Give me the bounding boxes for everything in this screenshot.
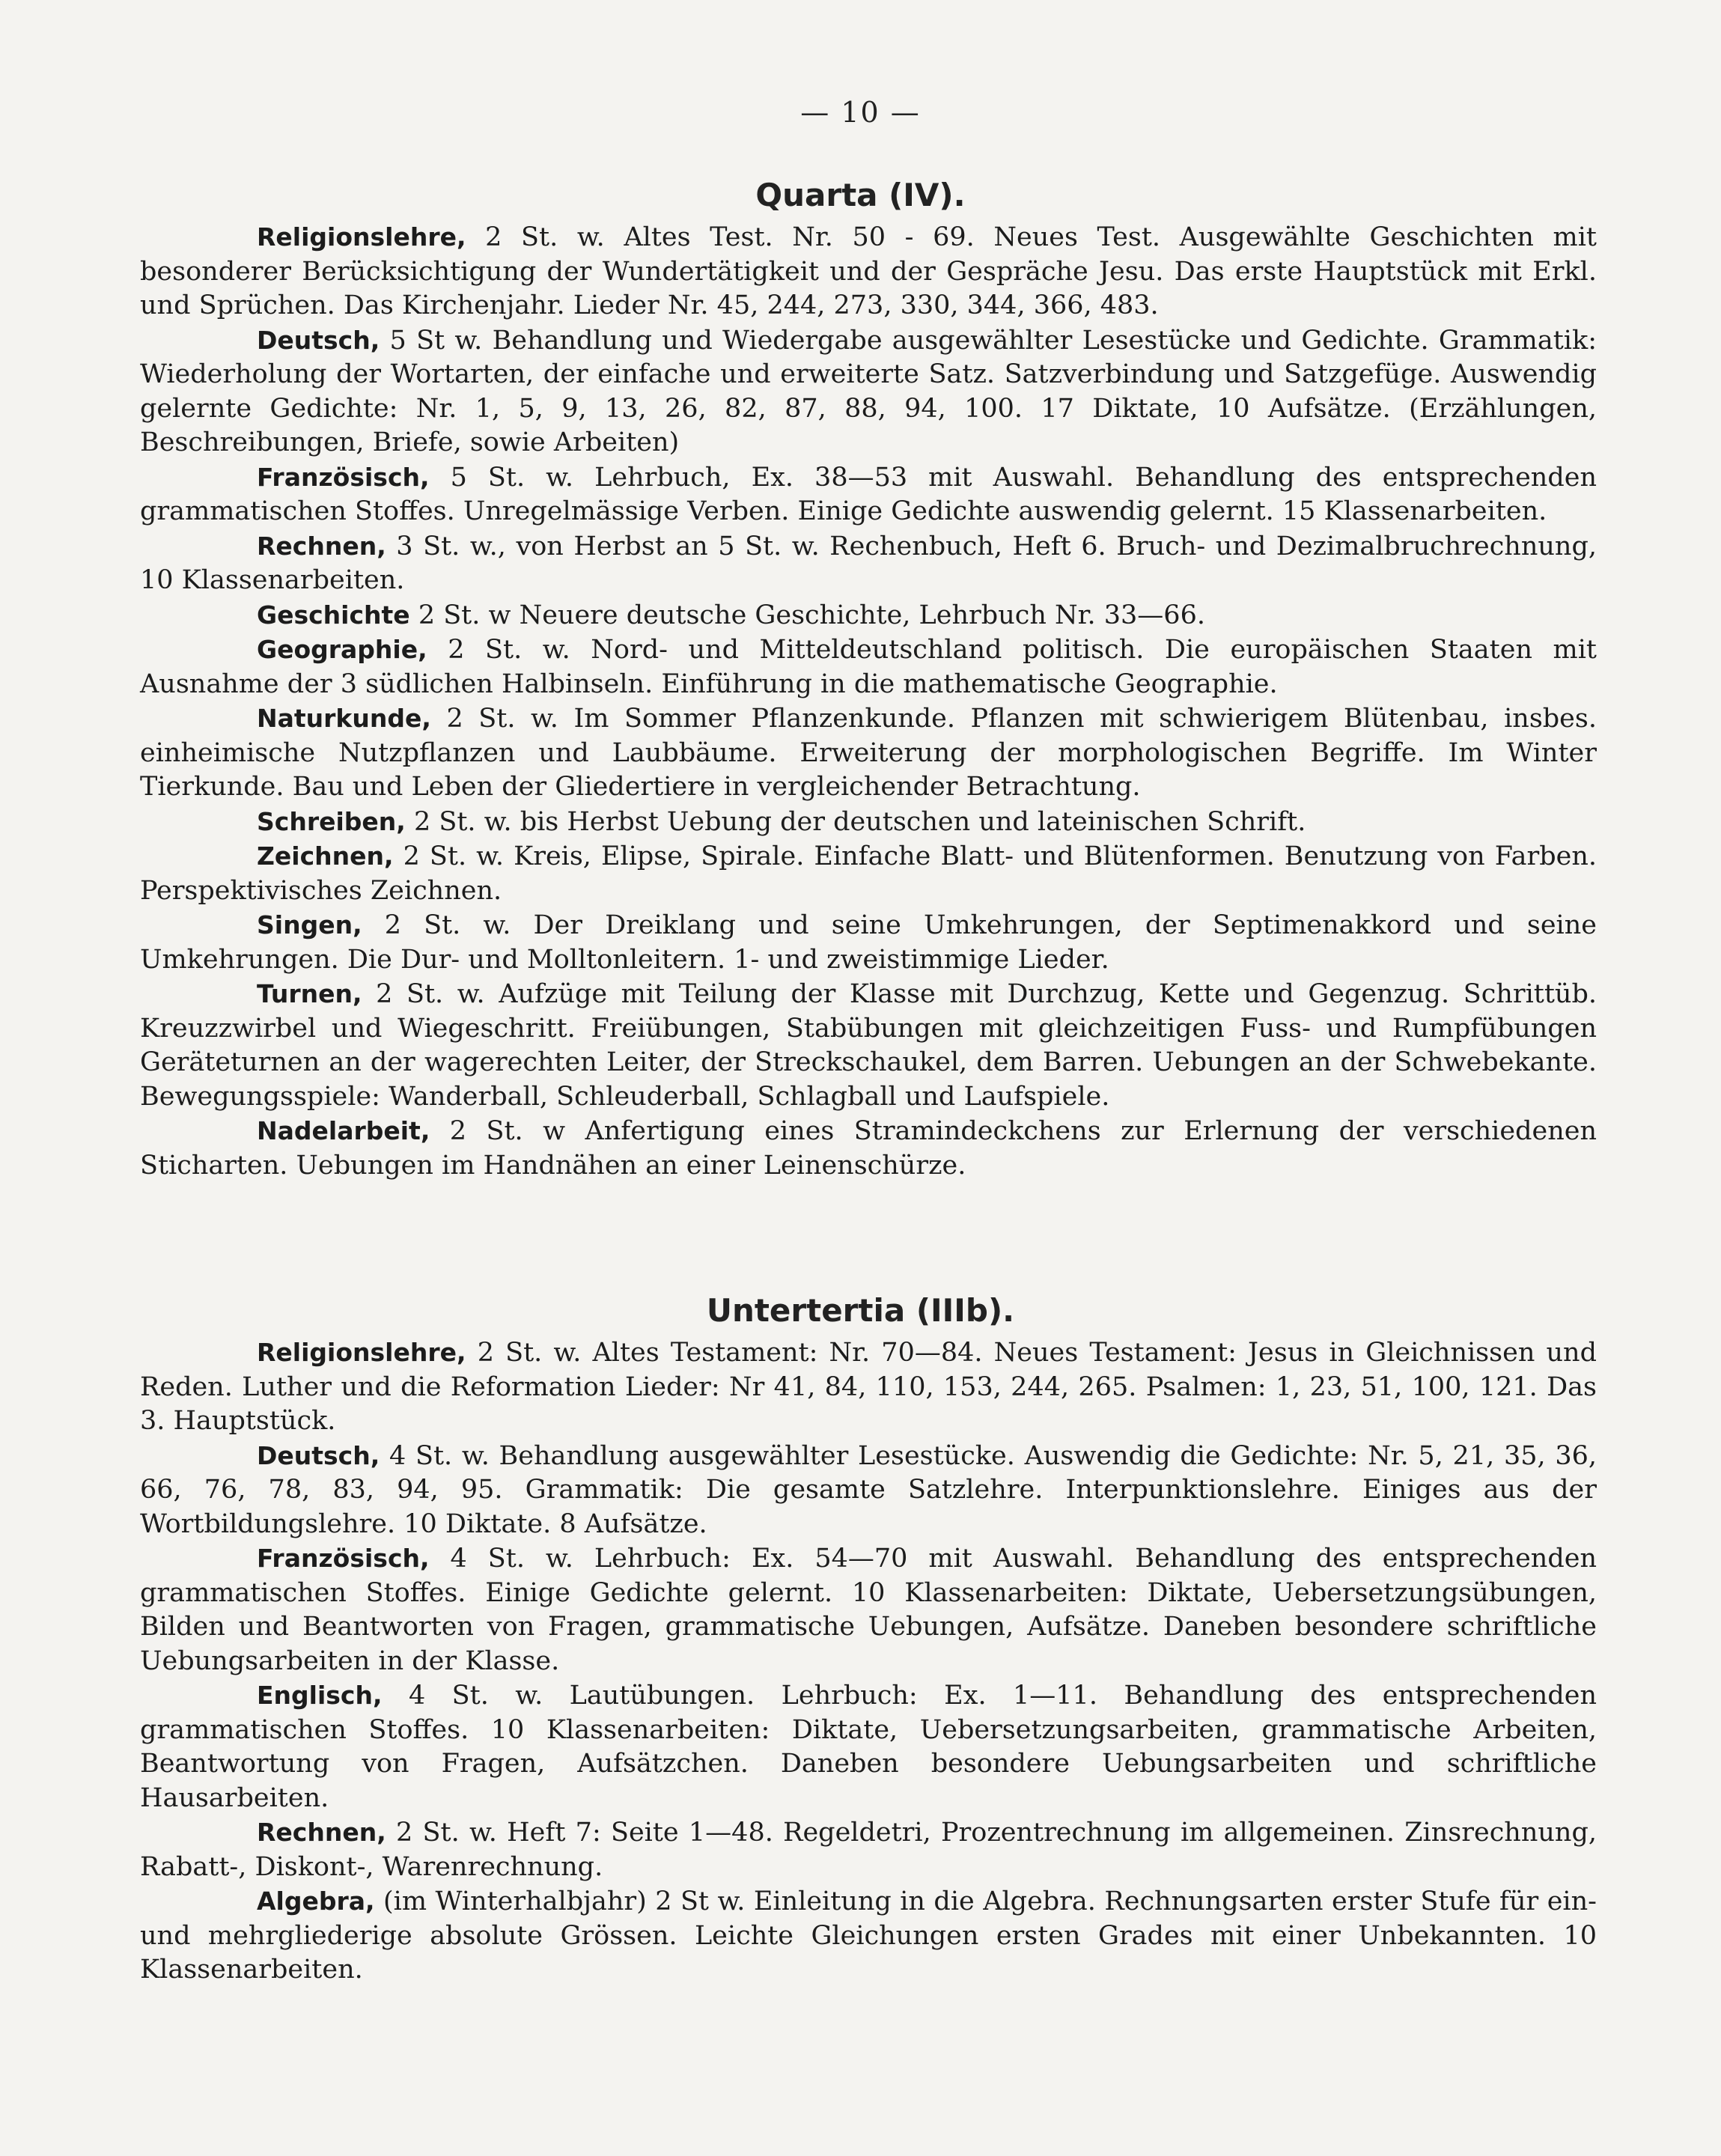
subject-paragraph: [140, 701, 1597, 805]
subject-text: 4 St. w. Lehrbuch: Ex. 54—70 mit Auswahl. Behandlung des entsprechenden grammatischen Stoffes. Einige Gedichte gelernt. 10 Klassenarbeiten: Diktate, Uebersetzungsübungen, Bilden und Beantworten von Fragen, grammatische Uebungen, Aufsätze. Daneben besondere schriftliche Uebungsarbeiten in der Klasse.: [140, 1544, 1597, 1676]
subject-text: 5 St. w. Lehrbuch, Ex. 38—53 mit Auswahl. Behandlung des entsprechenden grammatischen Stoffes. Unregelmässige Verben. Einige Gedichte auswendig gelernt. 15 Klassenarbeiten.: [140, 462, 1597, 526]
subject-paragraph: [140, 805, 1597, 840]
subject-name: Religionslehre,: [257, 222, 466, 252]
subject-text: 2 St. w. Altes Test. Nr. 50 - 69. Neues Test. Ausgewählte Geschichten mit besonderer Berücksichtigung der Wundertätigkeit und der Gespräche Jesu. Das erste Hauptstück mit Erkl. und Sprüchen. Das Kirchenjahr. Lieder Nr. 45, 244, 273, 330, 344, 366, 483.: [140, 222, 1597, 320]
subject-name: Algebra,: [257, 1886, 375, 1916]
subject-paragraph: [140, 220, 1597, 323]
subject-name: Religionslehre,: [257, 1338, 466, 1367]
subject-text: 2 St. w. Nord- und Mitteldeutschland politisch. Die europäischen Staaten mit Ausnahme der 3 südlichen Halbinseln. Einführung in die mathematische Geographie.: [140, 635, 1597, 699]
subject-name: Französisch,: [257, 462, 430, 492]
subject-name: Nadelarbeit,: [257, 1116, 430, 1145]
subject-paragraph: [140, 1336, 1597, 1439]
section-title-quarta: Quarta (IV).: [755, 177, 966, 213]
section-title-untertertia: Untertertia (IIIb).: [706, 1292, 1015, 1329]
subject-name: Deutsch,: [257, 325, 380, 355]
subject-paragraph: [140, 323, 1597, 460]
subject-paragraph: [140, 1439, 1597, 1542]
subject-paragraph: [140, 908, 1597, 977]
subject-name: Deutsch,: [257, 1440, 380, 1470]
subject-text: (im Winterhalbjahr) 2 St w. Einleitung in die Algebra. Rechnungsarten erster Stufe für ein- und mehrgliederige absolute Grössen. Leichte Gleichungen ersten Grades mit einer Unbekannten. 10 Klassenarbeiten.: [140, 1886, 1597, 1985]
subject-paragraph: [140, 460, 1597, 529]
subject-text: 2 St. w. Altes Testament: Nr. 70—84. Neues Testament: Jesus in Gleichnissen und Reden. Luther und die Reformation Lieder: Nr 41, 84, 110, 153, 244, 265. Psalmen: 1, 23, 51, 100, 121. Das 3. Hauptstück.: [140, 1338, 1597, 1436]
subject-text: 3 St. w., von Herbst an 5 St. w. Rechenbuch, Heft 6. Bruch- und Dezimalbruchrechnung, 10 Klassenarbeiten.: [140, 531, 1597, 595]
subject-name: Singen,: [257, 910, 362, 940]
subject-name: Schreiben,: [257, 806, 406, 836]
subject-paragraph: [140, 633, 1597, 701]
subject-text: 2 St. w. Kreis, Elipse, Spirale. Einfache Blatt- und Blütenformen. Benutzung von Farben. Perspektivisches Zeichnen.: [140, 841, 1597, 906]
subject-paragraph: [140, 1114, 1597, 1183]
subject-name: Geschichte: [257, 600, 410, 630]
subject-text: 5 St w. Behandlung und Wiedergabe ausgewählter Lesestücke und Gedichte. Grammatik: Wiederholung der Wortarten, der einfache und erweiterte Satz. Satzverbindung und Satzgefüge. Auswendig gelernte Gedichte: Nr. 1, 5, 9, 13, 26, 82, 87, 88, 94, 100. 17 Diktate, 10 Aufsätze. (Erzählungen, Beschreibungen, Briefe, sowie Arbeiten): [140, 325, 1597, 457]
subject-paragraph: [140, 1541, 1597, 1678]
subject-paragraph: [140, 529, 1597, 598]
subject-paragraph: [140, 1815, 1597, 1884]
subject-text: 4 St. w. Behandlung ausgewählter Lesestücke. Auswendig die Gedichte: Nr. 5, 21, 35, 36, 66, 76, 78, 83, 94, 95. Grammatik: Die gesamte Satzlehre. Interpunktionslehre. Einiges aus der Wortbildungslehre. 10 Diktate. 8 Aufsätze.: [140, 1440, 1597, 1539]
subject-name: Englisch,: [257, 1681, 383, 1710]
subject-text: 2 St. w. Der Dreiklang und seine Umkehrungen, der Septimenakkord und seine Umkehrungen. Die Dur- und Molltonleitern. 1- und zweistimmige Lieder.: [140, 910, 1597, 975]
page-number: — 10 —: [800, 96, 921, 129]
subject-text: 2 St. w. Heft 7: Seite 1—48. Regeldetri, Prozentrechnung im allgemeinen. Zinsrechnung, Rabatt-, Diskont-, Warenrechnung.: [140, 1818, 1597, 1882]
subject-name: Rechnen,: [257, 1818, 386, 1847]
subject-text: 2 St. w Anfertigung eines Stramindeckchens zur Erlernung der verschiedenen Sticharten. Uebungen im Handnähen an einer Leinenschürze.: [140, 1116, 1597, 1181]
subject-text: 2 St. w. Aufzüge mit Teilung der Klasse mit Durchzug, Kette und Gegenzug. Schrittüb. Kreuzzwirbel und Wiegeschritt. Freiübungen, Stabübungen mit gleichzeitigen Fuss- und Rumpfübungen Geräteturnen an der wagerechten Leiter, der Streckschaukel, dem Barren. Uebungen an der Schwebekante. Bewegungsspiele: Wanderball, Schleuderball, Schlagball und Laufspiele.: [140, 979, 1597, 1112]
section-body-quarta: [140, 220, 1597, 1183]
subject-paragraph: [140, 839, 1597, 908]
subject-name: Geographie,: [257, 635, 427, 664]
section-body-untertertia: [140, 1336, 1597, 1988]
subject-paragraph: [140, 598, 1597, 633]
subject-text: 2 St. w Neuere deutsche Geschichte, Lehrbuch Nr. 33—66.: [409, 600, 1205, 630]
subject-name: Turnen,: [257, 979, 362, 1008]
subject-text: 4 St. w. Lautübungen. Lehrbuch: Ex. 1—11. Behandlung des entsprechenden grammatischen Stoffes. 10 Klassenarbeiten: Diktate, Uebersetzungsarbeiten, grammatische Arbeiten, Beantwortung von Fragen, Aufsätzchen. Daneben besondere Uebungsarbeiten und schriftliche Hausarbeiten.: [140, 1681, 1597, 1813]
subject-paragraph: [140, 1884, 1597, 1988]
subject-name: Französisch,: [257, 1544, 430, 1573]
subject-text: 2 St. w. Im Sommer Pflanzenkunde. Pflanzen mit schwierigem Blütenbau, insbes. einheimische Nutzpflanzen und Laubbäume. Erweiterung der morphologischen Begriffe. Im Winter Tierkunde. Bau und Leben der Gliedertiere in vergleichender Betrachtung.: [140, 704, 1597, 802]
subject-name: Rechnen,: [257, 531, 386, 561]
subject-name: Naturkunde,: [257, 704, 431, 733]
subject-text: 2 St. w. bis Herbst Uebung der deutschen und lateinischen Schrift.: [405, 806, 1306, 837]
subject-name: Zeichnen,: [257, 841, 394, 871]
subject-paragraph: [140, 977, 1597, 1114]
subject-paragraph: [140, 1678, 1597, 1815]
